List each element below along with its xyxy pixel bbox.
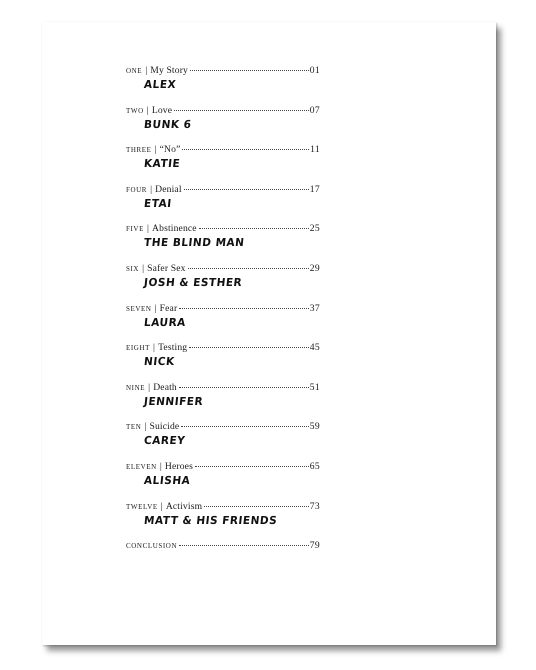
page-number: 51 xyxy=(309,381,320,393)
page-number: 45 xyxy=(309,342,320,354)
chapter-separator: | xyxy=(159,460,162,472)
chapter-separator: | xyxy=(150,183,153,195)
toc-entry-line xyxy=(126,460,320,473)
toc-entry xyxy=(126,183,320,223)
contributor-name: BUNK 6 xyxy=(143,118,193,131)
dot-leader xyxy=(179,308,309,309)
contributor-name: LAURA xyxy=(143,316,187,329)
contributor-name: MATT & HIS FRIENDS xyxy=(143,514,278,527)
chapter-separator: | xyxy=(146,223,150,235)
toc-entry xyxy=(126,64,320,104)
chapter-separator: | xyxy=(146,104,149,116)
page-number: 07 xyxy=(309,104,320,116)
contributor-name: ETAI xyxy=(143,197,173,211)
page-number: 29 xyxy=(309,262,320,274)
toc-entry-line xyxy=(126,143,320,156)
toc-entry xyxy=(126,302,320,342)
chapter-title: Activism xyxy=(165,500,203,512)
chapter-title: Suicide xyxy=(149,421,180,433)
page-number: 79 xyxy=(309,540,320,552)
toc-entry-line xyxy=(126,381,320,394)
chapter-title: My Story xyxy=(150,65,188,76)
page-number: 17 xyxy=(309,183,320,195)
chapter-number: seven xyxy=(126,302,152,314)
contributor-name: JOSH & ESTHER xyxy=(143,276,243,290)
contributor-name: ALISHA xyxy=(143,474,191,488)
chapter-separator: | xyxy=(160,500,163,512)
page-number: 37 xyxy=(309,302,320,314)
dot-leader xyxy=(199,228,309,229)
contributor-name: KATIE xyxy=(143,157,181,171)
toc-entry-line xyxy=(126,500,320,513)
chapter-title: Testing xyxy=(158,342,188,354)
chapter-number: five xyxy=(126,223,144,235)
chapter-number: eight xyxy=(126,342,150,354)
toc-entry-line xyxy=(126,341,320,354)
chapter-title: Love xyxy=(151,104,173,116)
chapter-separator: | xyxy=(144,421,147,433)
toc-entry xyxy=(126,222,320,262)
chapter-title: Abstinence xyxy=(152,223,197,235)
chapter-title: Heroes xyxy=(164,460,193,472)
dot-leader xyxy=(195,466,309,467)
contributor-name: JENNIFER xyxy=(143,395,204,409)
toc-entry xyxy=(126,381,320,421)
chapter-separator: | xyxy=(142,262,145,274)
chapter-number: conclusion xyxy=(126,540,178,552)
page-number: 73 xyxy=(309,500,320,512)
page-number: 65 xyxy=(309,460,320,472)
toc-entry xyxy=(126,143,320,183)
chapter-separator: | xyxy=(153,342,156,354)
toc-entry xyxy=(126,104,320,144)
page-number: 59 xyxy=(309,421,320,433)
toc-entry xyxy=(126,539,320,579)
chapter-title: “No” xyxy=(159,144,181,156)
table-of-contents xyxy=(126,64,320,579)
chapter-number: six xyxy=(126,262,140,274)
chapter-title: Death xyxy=(153,381,177,393)
chapter-title: Denial xyxy=(155,183,182,195)
chapter-separator: | xyxy=(154,144,157,156)
chapter-number: nine xyxy=(126,381,146,393)
chapter-number: ten xyxy=(126,421,142,433)
toc-entry-line xyxy=(126,539,320,552)
dot-leader xyxy=(190,70,309,71)
chapter-separator: | xyxy=(148,381,151,393)
dot-leader xyxy=(181,426,308,427)
chapter-number: three xyxy=(126,144,152,156)
dot-leader xyxy=(184,189,309,190)
chapter-separator: | xyxy=(154,302,157,314)
toc-entry-line xyxy=(126,183,320,196)
toc-entry xyxy=(126,500,320,540)
contributor-name: ALEX xyxy=(143,78,177,92)
toc-entry-line xyxy=(126,302,320,315)
page-number: 01 xyxy=(309,65,320,76)
chapter-title: Safer Sex xyxy=(147,262,186,274)
chapter-number: twelve xyxy=(126,500,158,512)
toc-entry-line xyxy=(126,222,320,235)
toc-entry xyxy=(126,262,320,302)
dot-leader xyxy=(174,110,309,111)
chapter-number: one xyxy=(126,65,143,76)
page-number: 11 xyxy=(310,144,320,156)
toc-entry xyxy=(126,341,320,381)
chapter-number: four xyxy=(126,183,148,195)
toc-entry-line xyxy=(126,420,320,433)
dot-leader xyxy=(188,268,309,269)
contributor-name: NICK xyxy=(143,355,176,369)
toc-entry-line xyxy=(126,262,320,275)
dot-leader xyxy=(179,545,309,546)
toc-entry-line xyxy=(126,64,320,77)
chapter-title: Fear xyxy=(159,302,178,314)
contributor-name: THE BLIND MAN xyxy=(143,237,246,250)
chapter-separator: | xyxy=(145,65,148,76)
contributor-name: CAREY xyxy=(143,435,186,448)
toc-entry xyxy=(126,460,320,500)
chapter-number: eleven xyxy=(126,460,157,472)
toc-entry-line xyxy=(126,104,320,117)
dot-leader xyxy=(189,347,309,348)
dot-leader xyxy=(182,149,309,150)
dot-leader xyxy=(179,387,309,388)
page-number: 25 xyxy=(309,223,320,235)
chapter-number: two xyxy=(126,104,144,116)
toc-entry xyxy=(126,420,320,460)
dot-leader xyxy=(204,506,309,507)
